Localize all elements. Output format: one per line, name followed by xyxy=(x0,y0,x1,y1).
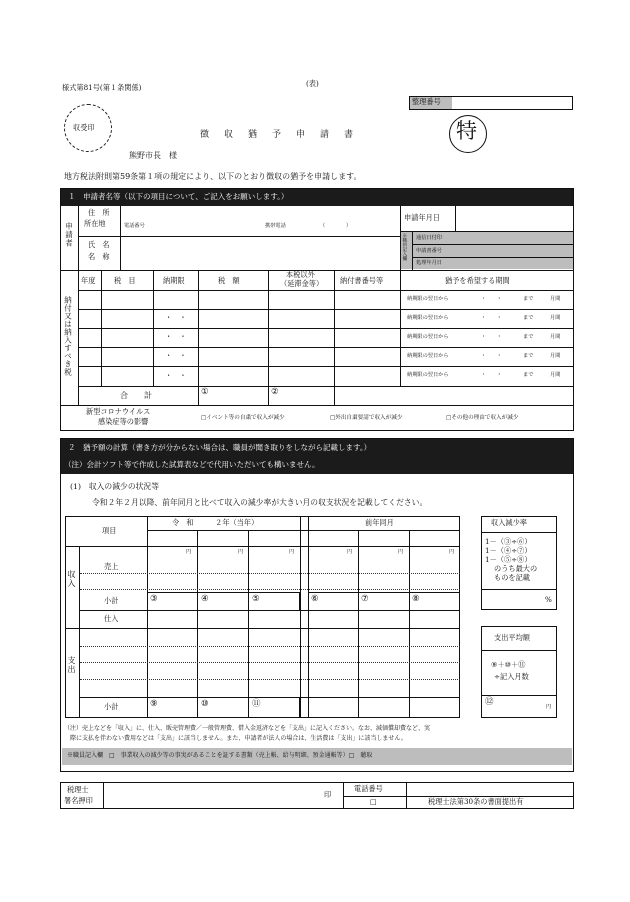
tax-table-top xyxy=(61,270,573,271)
col-period-header: 猶予を希望する期間 xyxy=(445,276,510,285)
period-from-3: 納期限の翌日から xyxy=(407,334,449,340)
office-process-date: 処理年月日 xyxy=(416,260,442,266)
tax-row3 xyxy=(78,347,573,348)
n10: ⑩ xyxy=(201,699,209,709)
yen-2: 円 xyxy=(238,549,244,555)
application-date-input[interactable] xyxy=(456,207,572,230)
applicant-divider xyxy=(78,206,79,270)
calc-header-bottom xyxy=(65,546,459,547)
calc-dot1 xyxy=(80,573,460,574)
application-date-label: 申請年月日 xyxy=(404,213,440,222)
avg-formula-1: ⑨＋⑩＋⑪ xyxy=(491,660,526,669)
covid-option-other[interactable]: □その他の理由で収入が減少 xyxy=(446,415,519,421)
total-circle-2: ② xyxy=(271,387,279,397)
mobile-paren: （ ） xyxy=(320,223,352,229)
expense-subtotal-label: 小計 xyxy=(104,702,119,711)
col-limit-header: 納期限 xyxy=(163,276,185,285)
form-title: 徴 収 猶 予 申 請 書 xyxy=(200,130,357,140)
period-month-2: 月間 xyxy=(550,315,561,321)
calc-side-line xyxy=(79,546,80,717)
rate-formula-3: 1－（⑤÷⑧） xyxy=(485,555,532,564)
period-dots-3: ・ ・ xyxy=(481,334,502,340)
avg-yen: 円 xyxy=(546,704,552,710)
office-line1 xyxy=(412,244,573,245)
period-from-1: 納期限の翌日から xyxy=(407,296,449,302)
period-from-4: 納期限の翌日から xyxy=(407,353,449,359)
item-header: 項目 xyxy=(102,526,117,535)
office-divider xyxy=(412,231,413,270)
col-year-header: 年度 xyxy=(81,276,96,285)
phone-label: 電話番号 xyxy=(124,223,145,229)
period-month-3: 月間 xyxy=(550,334,561,340)
col-amount-header: 税 額 xyxy=(218,276,240,285)
rate-formula-2: 1－（④÷⑦） xyxy=(485,546,532,555)
prev-year-header: 前年同月 xyxy=(365,518,394,527)
receipt-stamp-label: 収受印 xyxy=(73,123,95,132)
subtotal-expense-box xyxy=(147,697,300,718)
sales-label: 売上 xyxy=(104,562,119,571)
yen-5: 円 xyxy=(398,549,404,555)
calc-note-1: （注）売上などを「収入」に、仕入、販売管理費／一般管理費、借入金返済などを「支出」に記入ください。なお、減価償却費など、実 xyxy=(64,725,431,732)
covid-option-outing[interactable]: □外出自粛要請で収入が減少 xyxy=(330,415,403,421)
period-month-4: 月間 xyxy=(550,353,561,359)
toku-label: 特 xyxy=(456,119,477,143)
n9: ⑨ xyxy=(150,699,158,709)
yen-6: 円 xyxy=(449,549,455,555)
yen-3: 円 xyxy=(289,549,295,555)
rate-formula-5: ものを記載 xyxy=(494,573,530,582)
rate-title: 収入減少率 xyxy=(491,518,527,527)
article30-checkbox[interactable]: □ xyxy=(370,797,377,806)
period-to-3: まで xyxy=(523,334,534,340)
limit-dots-2: ・ ・ xyxy=(165,313,187,322)
col-doc-header: 納付書番号等 xyxy=(340,276,384,285)
period-dots-1: ・ ・ xyxy=(481,296,502,302)
limit-dots-4: ・ ・ xyxy=(165,351,187,360)
n3: ③ xyxy=(150,594,158,604)
staff-use-text: ※職員記入欄 □ 事業収入の減少等の事実があることを証する書類（売上帳、給与明細、預金通帳等）□ 聴取 xyxy=(67,752,373,759)
calc-dot5 xyxy=(80,679,460,680)
tax-row5 xyxy=(78,386,573,387)
office-app-number: 申請書番号 xyxy=(416,248,442,254)
col-item-header: 税 目 xyxy=(114,276,136,285)
total-circle-1: ① xyxy=(201,387,209,397)
col-other-header1: 本税以外 xyxy=(286,270,315,279)
rate-input-line xyxy=(481,589,557,590)
yen-1: 円 xyxy=(186,549,192,555)
tax-total-bottom xyxy=(61,405,573,406)
addressee: 熊野市長 様 xyxy=(129,151,177,160)
n6: ⑥ xyxy=(311,594,319,604)
address-input[interactable] xyxy=(121,207,399,235)
form-number: 様式第81号(第１条関係) xyxy=(62,83,142,92)
seal-mark: 印 xyxy=(324,790,332,799)
n7: ⑦ xyxy=(361,594,369,604)
rate-formula-1: 1－（③÷⑥） xyxy=(485,537,532,546)
calc-dot2 xyxy=(80,589,460,590)
period-to-4: まで xyxy=(523,353,534,359)
period-dots-2: ・ ・ xyxy=(481,315,502,321)
covid-option-event[interactable]: □イベント等の自粛で収入が減少 xyxy=(201,415,285,421)
calc-header-mid xyxy=(147,530,459,531)
income-status-desc: 令和２年２月以降、前年同月と比べて収入の減少率が大きい月の収支状況を記載してください。 xyxy=(92,498,428,507)
avg-title-line xyxy=(481,650,557,651)
rate-title-line xyxy=(481,532,557,533)
calc-dot4 xyxy=(80,662,460,663)
covid-label-1: 新型コロナウイルス xyxy=(86,407,151,416)
location-label: 所在地 xyxy=(84,219,106,228)
seiri-label: 整理番号 xyxy=(412,97,441,106)
office-stamp-date: 通信日付印 xyxy=(416,235,442,241)
front-side-label: (表) xyxy=(306,79,319,88)
intro-text: 地方税法附則第59条第１項の規定により、以下のとおり徴収の猶予を申請します。 xyxy=(64,172,362,181)
rate-percent: % xyxy=(545,595,552,604)
section2-note: （注）会計ソフト等で作成した試算表などで代用いただいても構いません。 xyxy=(64,460,320,469)
avg-title: 支出平均額 xyxy=(494,633,530,642)
office-use-label: ※職員記入欄 xyxy=(401,233,407,261)
reiwa-header: 令 和 ２年（当年） xyxy=(172,518,259,527)
n8: ⑧ xyxy=(412,594,420,604)
calc-col-f xyxy=(409,530,410,718)
signature-input[interactable] xyxy=(104,783,316,808)
limit-dots-3: ・ ・ xyxy=(165,332,187,341)
applicant-vertical-label: 申請者 xyxy=(64,222,74,248)
income-status-subtitle: (1) 収入の減少の状況等 xyxy=(70,482,160,491)
period-to-5: まで xyxy=(523,372,534,378)
yen-4: 円 xyxy=(347,549,353,555)
office-line2 xyxy=(412,257,573,258)
col-other-header2: （延滞金等） xyxy=(280,279,324,288)
footer-phone-input[interactable] xyxy=(407,783,573,795)
article30-label: 税理士法第30条の書面提出有 xyxy=(428,797,524,806)
address-label: 住 所 xyxy=(88,208,110,217)
section2-header: ２ 猶予額の計算（書き方が分からない場合は、職員が聞き取りをしながら記載します。） xyxy=(68,443,372,452)
period-month-5: 月間 xyxy=(550,372,561,378)
calc-dot3 xyxy=(80,646,460,647)
covid-label-2: 感染症等の影響 xyxy=(98,417,149,426)
signature-label: 署名押印 xyxy=(64,796,93,805)
n12: ⑫ xyxy=(485,697,494,707)
avg-formula-2: ÷記入月数 xyxy=(494,672,529,681)
income-vertical-label: 収入 xyxy=(67,570,76,588)
period-dots-5: ・ ・ xyxy=(481,372,502,378)
subtotal-income-current-box xyxy=(147,592,300,611)
period-from-5: 納期限の翌日から xyxy=(407,372,449,378)
n5: ⑤ xyxy=(252,594,260,604)
expense-vertical-label: 支出 xyxy=(67,656,76,674)
footer-phone-label: 電話番号 xyxy=(354,784,383,793)
calc-col-a xyxy=(197,530,198,718)
name-input[interactable] xyxy=(121,237,399,269)
n11: ⑪ xyxy=(252,699,261,709)
section1-header: １ 申請者名等（以下の項目について、ご記入をお願いします。） xyxy=(68,192,289,201)
calc-col-e xyxy=(358,530,359,718)
mobile-label: 携帯電話 xyxy=(265,223,286,229)
avg-input-line xyxy=(481,695,557,696)
period-to-2: まで xyxy=(523,315,534,321)
income-subtotal-label: 小計 xyxy=(104,596,119,605)
name-label: 氏 名 xyxy=(88,240,110,249)
tax-vertical-label: 納付又は納入すべき税 xyxy=(63,296,73,376)
subtotal-income-prev-box xyxy=(308,592,460,611)
period-from-2: 納期限の翌日から xyxy=(407,315,449,321)
company-name-label: 名 称 xyxy=(88,252,110,261)
period-month-1: 月間 xyxy=(550,296,561,302)
calc-note-2: 際に支払を伴わない費用などは「支出」に該当しません。また、申請者が法人の場合は、生活費は「支出」に該当しません。 xyxy=(70,735,407,742)
rate-formula-4: のうち最大の xyxy=(494,564,538,573)
zeirishi-label: 税理士 xyxy=(67,785,89,794)
period-to-1: まで xyxy=(523,296,534,302)
total-label: 合 計 xyxy=(120,391,152,400)
purchase-label: 仕入 xyxy=(104,614,119,623)
n4: ④ xyxy=(201,594,209,604)
tax-row1 xyxy=(78,309,573,310)
calc-expense-start xyxy=(65,628,460,629)
period-dots-4: ・ ・ xyxy=(481,353,502,359)
tax-row2 xyxy=(78,328,573,329)
limit-dots-5: ・ ・ xyxy=(165,371,187,380)
calc-col-b xyxy=(248,530,249,718)
tax-row4 xyxy=(78,366,573,367)
tax-header-bottom xyxy=(78,290,573,291)
